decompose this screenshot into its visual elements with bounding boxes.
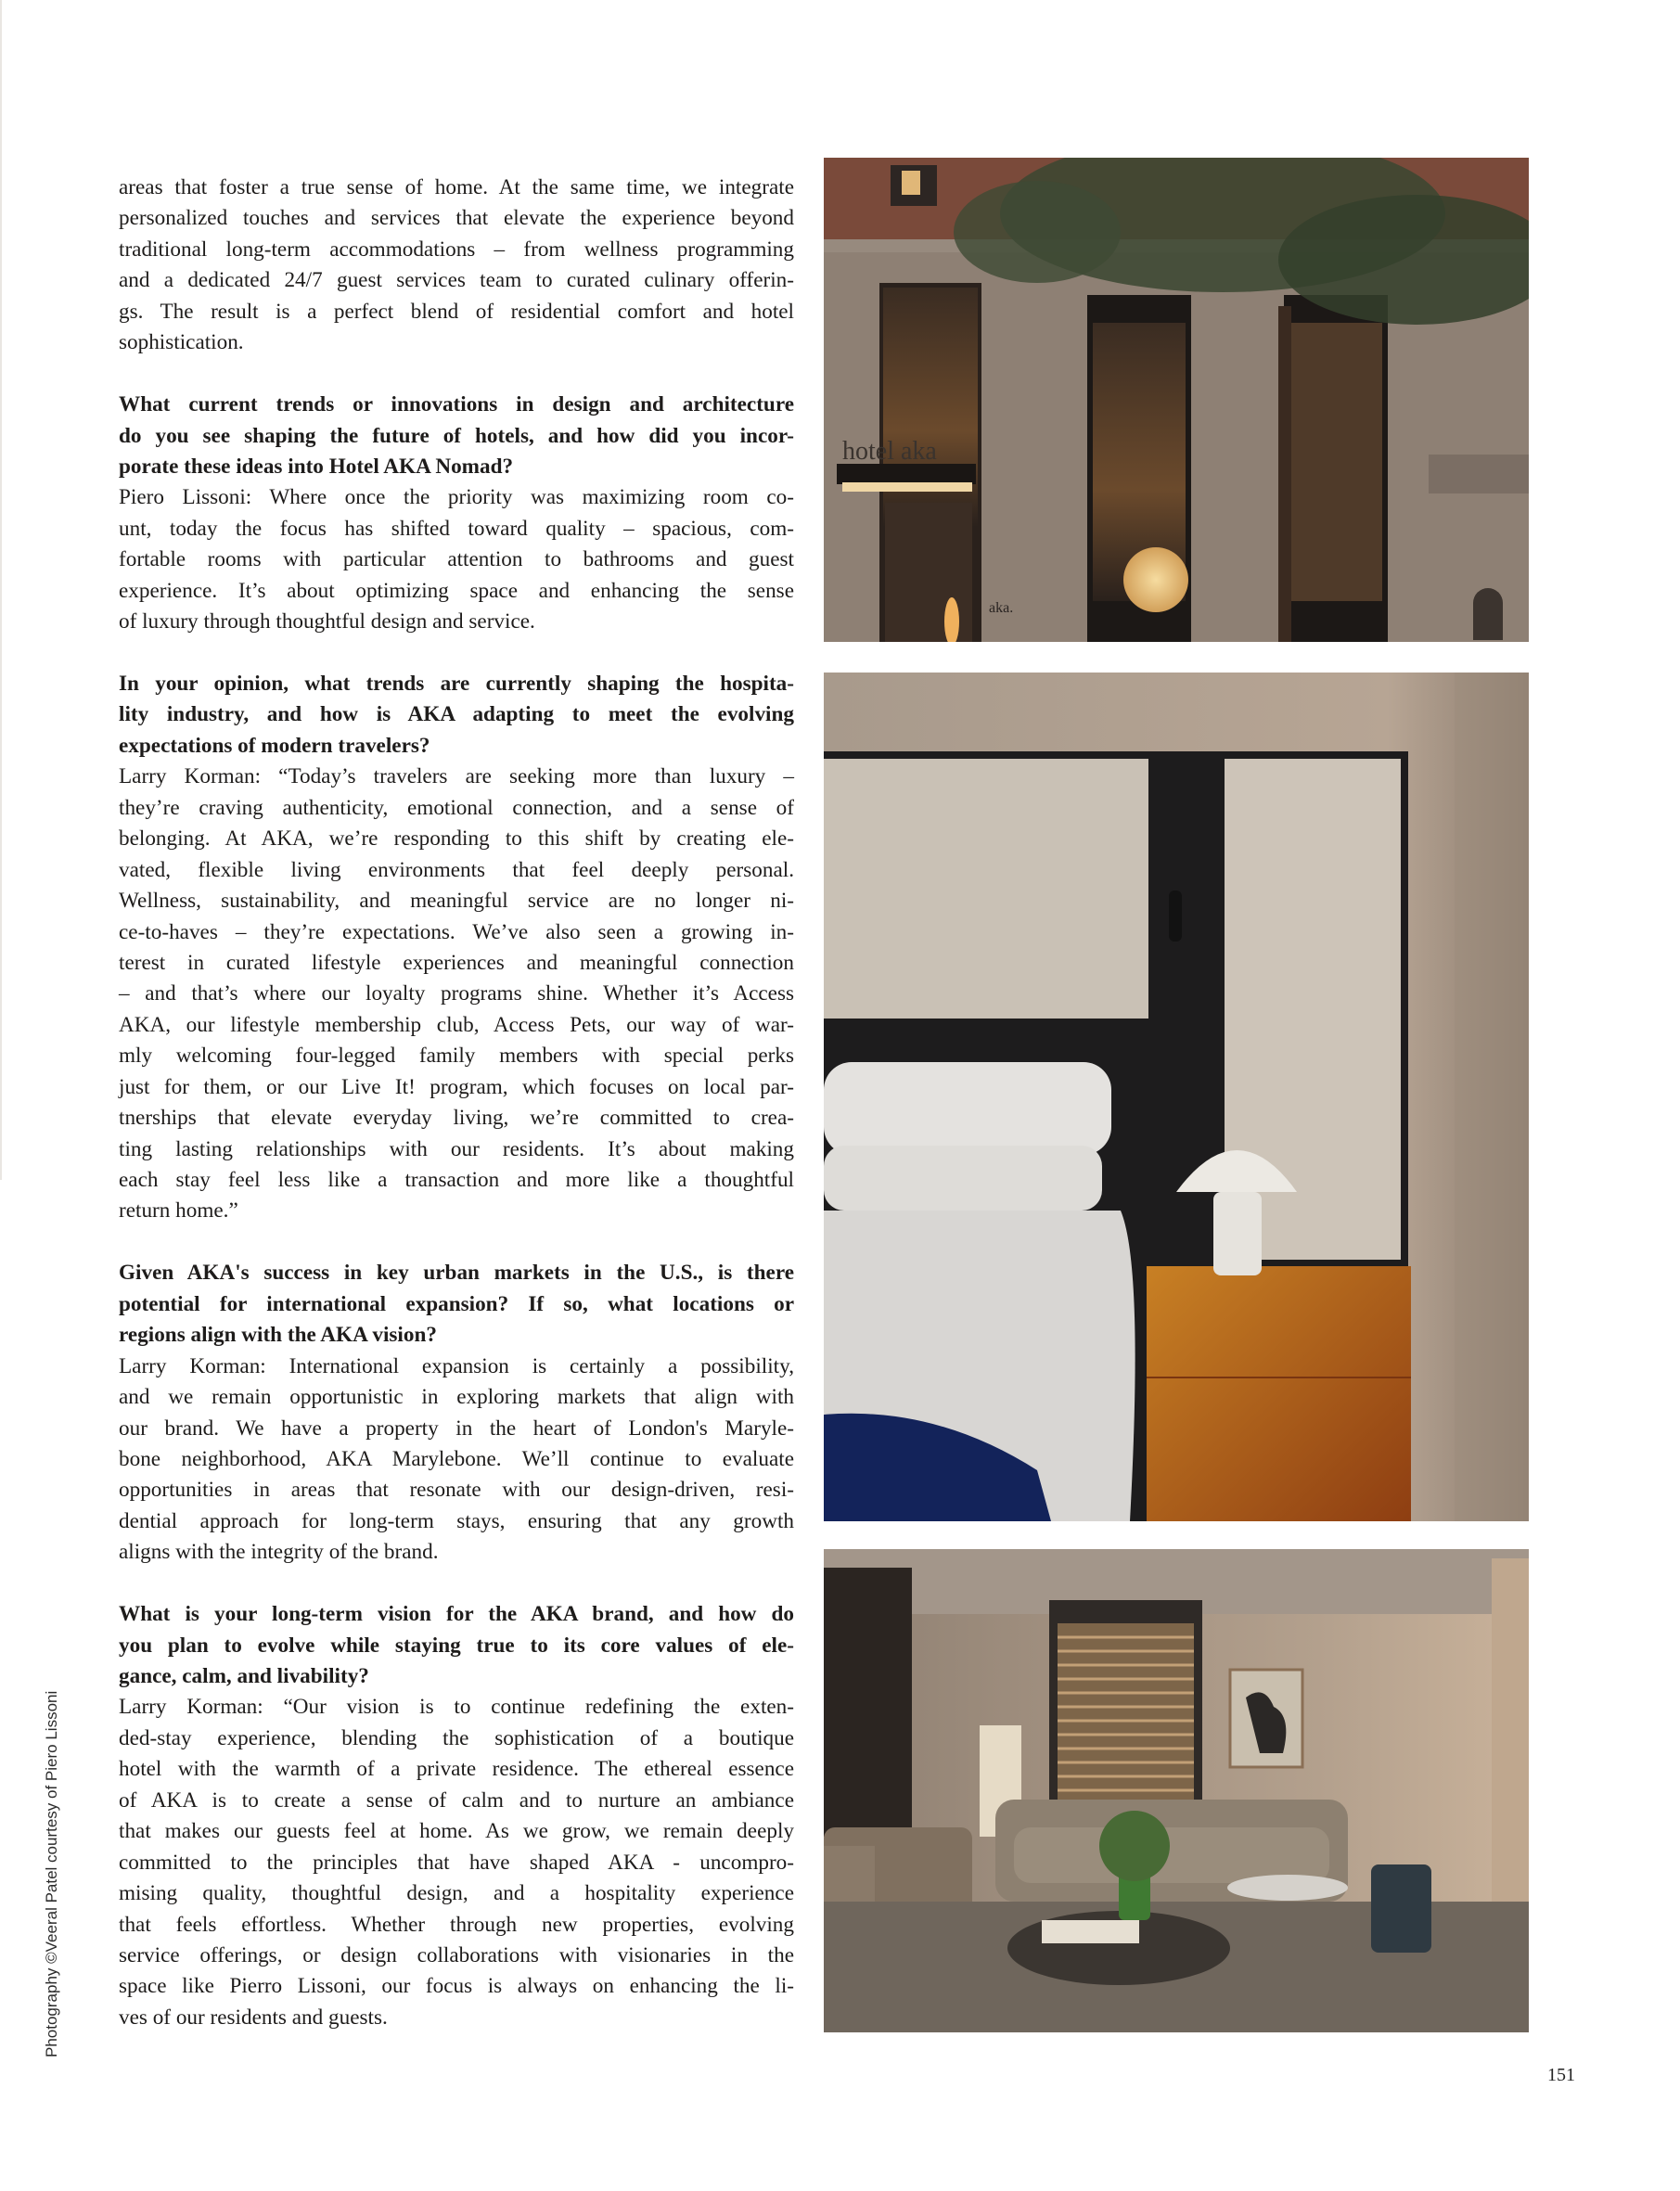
living-room-illustration — [824, 1549, 1529, 2032]
hotel-facade-photo — [824, 158, 1529, 642]
interview-qa-block — [119, 1599, 794, 2033]
interview-question — [119, 1599, 794, 1692]
interview-answer-line: ce-to-haves – they’re expectations. We’ve also seen a growing in- — [119, 919, 794, 944]
interview-answer — [119, 1352, 794, 1569]
hotel-sign-text: hotel aka — [842, 437, 937, 466]
interview-answer-line: hotel with the warmth of a private residence. The ethereal essence — [119, 1757, 794, 1782]
interview-question — [119, 1258, 794, 1351]
interview-answer-line: return home.” — [119, 1198, 238, 1224]
interview-question-line: Given AKA's success in key urban markets in the U.S., is there — [119, 1261, 794, 1286]
interview-answer-line: mly welcoming four-legged family members with special perks — [119, 1044, 794, 1069]
interview-answer-line: tnerships that elevate everyday living, we’re committed to crea- — [119, 1106, 794, 1131]
interview-question-line: regions align with the AKA vision? — [119, 1323, 437, 1348]
interview-question-line: do you see shaping the future of hotels, and how did you incor- — [119, 423, 794, 448]
interview-answer-line: that feels effortless. Whether through new properties, evolving — [119, 1912, 794, 1937]
interview-answer-line: ded-stay experience, blending the sophistication of a boutique — [119, 1725, 794, 1750]
interview-answer-line: opportunities in areas that resonate with our design-driven, resi- — [119, 1478, 794, 1503]
interview-answer-line: Larry Korman: “Our vision is to continue redefining the exten- — [119, 1695, 794, 1720]
interview-answer-line: bone neighborhood, AKA Marylebone. We’ll continue to evaluate — [119, 1446, 794, 1471]
interview-answer — [119, 762, 794, 1227]
interview-answer-line: Piero Lissoni: Where once the priority was maximizing room co- — [119, 485, 794, 510]
interview-answer-line: – and that’s where our loyalty programs shine. Whether it’s Access — [119, 981, 794, 1006]
answer-paragraph-line: gs. The result is a perfect blend of residential comfort and hotel — [119, 299, 794, 324]
interview-answer-line: vated, flexible living environments that feel deeply personal. — [119, 857, 794, 882]
interview-answer-line: Larry Korman: International expansion is certainly a possibility, — [119, 1353, 794, 1378]
answer-paragraph-line: personalized touches and services that elevate the experience beyond — [119, 206, 794, 231]
interview-answer-line: each stay feel less like a transaction and more like a thoughtful — [119, 1168, 794, 1192]
photo-credit: Photography ©Veeral Patel courtesy of Piero Lissoni — [43, 1690, 60, 2057]
interview-qa-block — [119, 669, 794, 1227]
interview-question-line: expectations of modern travelers? — [119, 733, 430, 758]
interview-qa-block — [119, 1258, 794, 1568]
interview-qa-block — [119, 390, 794, 638]
interview-question-line: potential for international expansion? If so, what locations or — [119, 1291, 794, 1316]
interview-question-line: What current trends or innovations in design and architecture — [119, 392, 794, 417]
answer-paragraph-line: sophistication. — [119, 330, 244, 355]
interview-answer-line: dential approach for long-term stays, ensuring that any growth — [119, 1508, 794, 1533]
interview-answer-line: just for them, or our Live It! program, which focuses on local par- — [119, 1074, 794, 1099]
interview-question — [119, 669, 794, 762]
interview-answer-line: and we remain opportunistic in exploring markets that align with — [119, 1385, 794, 1410]
interview-answer — [119, 1692, 794, 2033]
interview-answer-line: Larry Korman: “Today’s travelers are seeking more than luxury – — [119, 764, 794, 789]
interview-answer-line: mising quality, thoughtful design, and a hospitality experience — [119, 1881, 794, 1906]
interview-answer-line: of luxury through thoughtful design and service. — [119, 609, 535, 634]
interview-answer-line: ting lasting relationships with our residents. It’s about making — [119, 1136, 794, 1161]
hotel-facade-illustration — [824, 158, 1529, 642]
page-gutter-line — [0, 0, 2, 1180]
interview-answer-line: unt, today the focus has shifted toward quality – spacious, com- — [119, 516, 794, 541]
interview-answer — [119, 482, 794, 637]
interview-answer-line: fortable rooms with particular attention to bathrooms and guest — [119, 547, 794, 572]
article-column — [119, 173, 794, 2033]
interview-answer-line: committed to the principles that have shaped AKA - uncompro- — [119, 1850, 794, 1875]
interview-answer-line: ves of our residents and guests. — [119, 2005, 388, 2030]
interview-question-line: you plan to evolve while staying true to its core values of ele- — [119, 1633, 794, 1658]
interview-answer-line: experience. It’s about optimizing space and enhancing the sense — [119, 578, 794, 603]
answer-paragraph-line: and a dedicated 24/7 guest services team to curated culinary offerin- — [119, 268, 794, 293]
answer-paragraph-line: traditional long-term accommodations – from wellness programming — [119, 237, 794, 262]
interview-answer-line: space like Pierro Lissoni, our focus is always on enhancing the li- — [119, 1974, 794, 1999]
page-number: 151 — [1547, 2065, 1575, 2085]
interview-answer-line: Wellness, sustainability, and meaningful service are no longer ni- — [119, 889, 794, 914]
interview-question-line: In your opinion, what trends are currently shaping the hospita- — [119, 672, 794, 696]
interview-answer-line: that makes our guests feel at home. As we grow, we remain deeply — [119, 1819, 794, 1844]
interview-answer-line: of AKA is to create a sense of calm and to nurture an ambiance — [119, 1787, 794, 1813]
door-logo-text: aka. — [989, 600, 1014, 616]
interview-answer-line: terest in curated lifestyle experiences and meaningful connection — [119, 950, 794, 975]
interview-answer-line: AKA, our lifestyle membership club, Access Pets, our way of war- — [119, 1012, 794, 1037]
interview-question — [119, 390, 794, 482]
interview-answer-line: aligns with the integrity of the brand. — [119, 1540, 439, 1565]
interview-answer-line: service offerings, or design collaborations with visionaries in the — [119, 1942, 794, 1967]
interview-answer-line: belonging. At AKA, we’re responding to this shift by creating ele- — [119, 826, 794, 852]
interview-question-line: What is your long-term vision for the AKA brand, and how do — [119, 1602, 794, 1627]
answer-paragraph-line: areas that foster a true sense of home. At the same time, we integrate — [119, 175, 794, 199]
answer-paragraph — [119, 173, 794, 359]
bedroom-photo — [824, 673, 1529, 1521]
interview-question-line: porate these ideas into Hotel AKA Nomad? — [119, 454, 514, 479]
interview-question-line: lity industry, and how is AKA adapting to meet the evolving — [119, 702, 794, 727]
interview-answer-line: our brand. We have a property in the heart of London's Maryle- — [119, 1416, 794, 1441]
living-room-photo — [824, 1549, 1529, 2032]
interview-answer-line: they’re craving authenticity, emotional connection, and a sense of — [119, 795, 794, 820]
interview-question-line: gance, calm, and livability? — [119, 1664, 369, 1688]
bedroom-illustration — [824, 673, 1529, 1521]
